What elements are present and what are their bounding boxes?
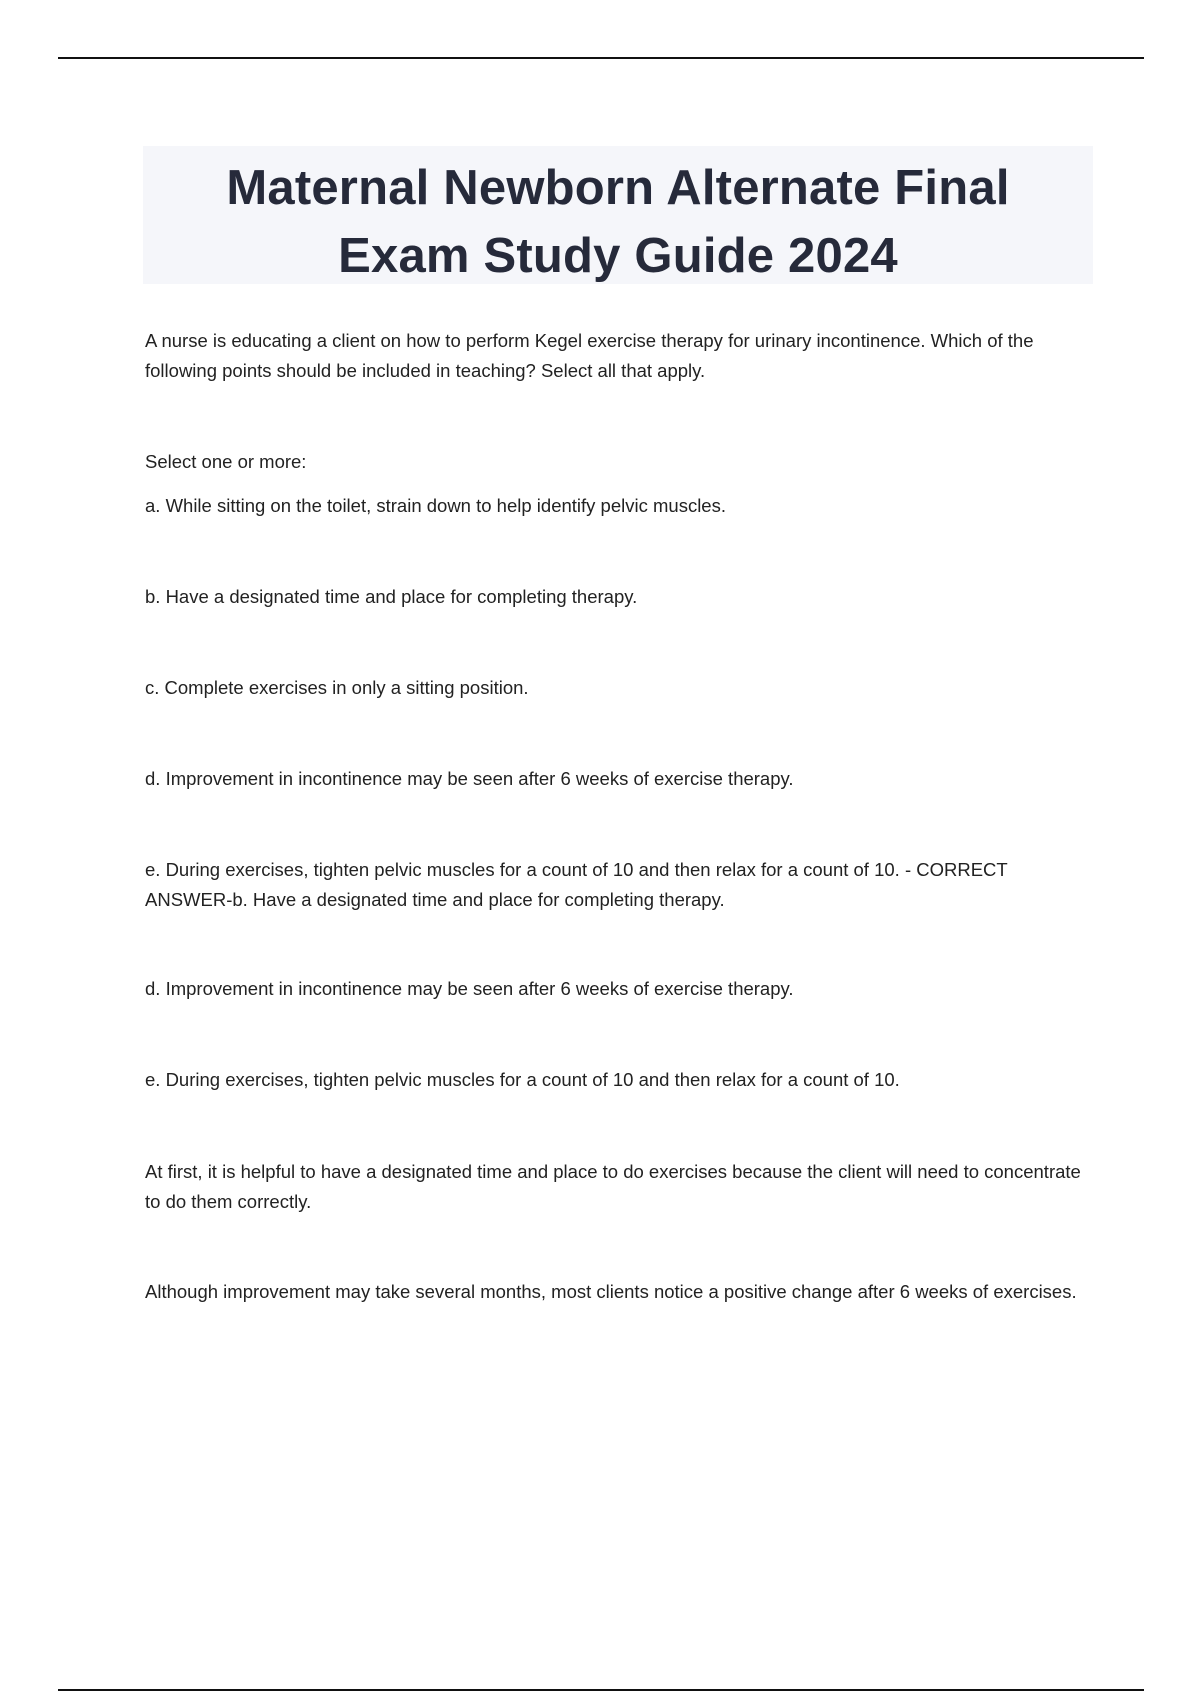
option-b: b. Have a designated time and place for completing therapy. [145,586,638,607]
page-title-line-2: Exam Study Guide 2024 [338,229,898,283]
top-divider [58,57,1144,59]
answer-d: d. Improvement in incontinence may be seen after 6 weeks of exercise therapy. [145,978,794,999]
option-a: a. While sitting on the toilet, strain down to help identify pelvic muscles. [145,495,726,516]
option-c: c. Complete exercises in only a sitting position. [145,677,529,698]
rationale-1: At first, it is helpful to have a designated time and place to do exercises because the client will need to concentrate to do them correctly. [145,1161,1081,1212]
rationale-2: Although improvement may take several months, most clients notice a positive change after 6 weeks of exercises. [145,1281,1077,1302]
select-instruction: Select one or more: [145,451,307,472]
answer-e: e. During exercises, tighten pelvic muscles for a count of 10 and then relax for a count of 10. [145,1069,900,1090]
option-e-with-answer: e. During exercises, tighten pelvic muscles for a count of 10 and then relax for a count of 10. - CORRECT ANSWER-b. Have a designated time and place for completing therapy. [145,859,1008,910]
bottom-divider [58,1689,1144,1691]
question-stem: A nurse is educating a client on how to perform Kegel exercise therapy for urinary incontinence. Which of the following points should be included in teaching? Select all that apply. [145,330,1034,381]
title-banner [143,146,1093,284]
option-d: d. Improvement in incontinence may be seen after 6 weeks of exercise therapy. [145,768,794,789]
page-title-line-1: Maternal Newborn Alternate Final [226,161,1010,215]
